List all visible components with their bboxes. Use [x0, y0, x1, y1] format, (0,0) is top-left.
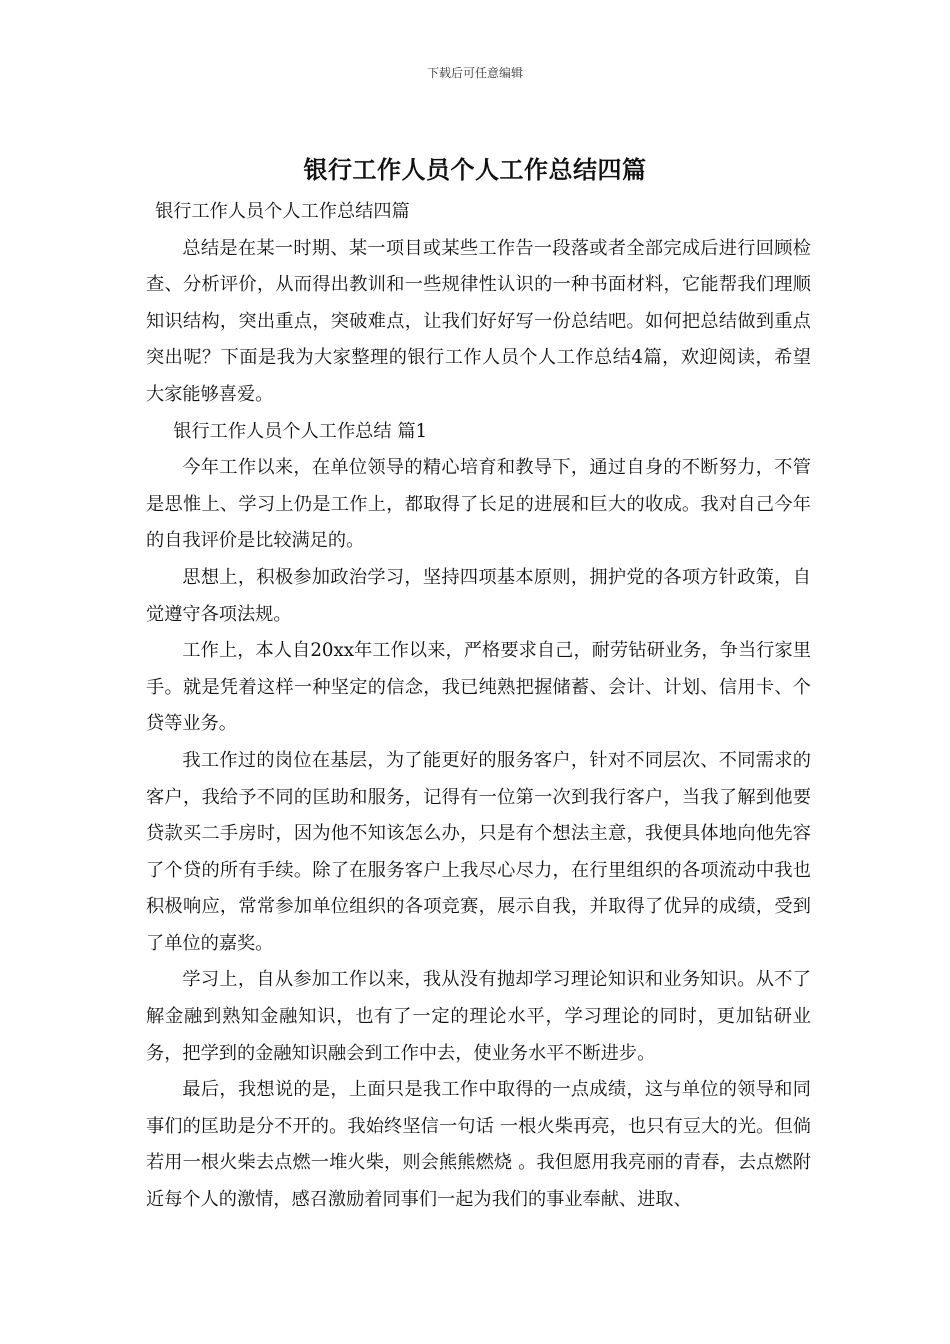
body-paragraph: 今年工作以来，在单位领导的精心培育和教导下，通过自身的不断努力，不管是思惟上、学习上仍是工作上，都取得了长足的进展和巨大的收成。我对自己今年的自我评价是比较满足的。 [146, 457, 811, 552]
intro-paragraph: 总结是在某一时期、某一项目或某些工作告一段落或者全部完成后进行回顾检查、分析评价，从而得出教训和一些规律性认识的一种书面材料，它能帮我们理顺知识结构，突出重点，突破难点，让我们好好写一份总结吧。如何把总结做到重点突出呢？下面是我为大家整理的银行工作人员个人工作总结4篇，欢迎阅读，希望大家能够喜爱。 [146, 237, 811, 405]
body-paragraph: 工作上，本人自20xx年工作以来，严格要求自己，耐劳钻研业务，争当行家里手。就是凭着这样一种坚定的信念，我已纯熟把握储蓄、会计、计划、信用卡、个贷等业务。 [146, 640, 811, 735]
document-subtitle: 银行工作人员个人工作总结四篇 [155, 201, 410, 222]
body-paragraph: 最后，我想说的是，上面只是我工作中取得的一点成绩，这与单位的领导和同事们的匡助是分不开的。我始终坚信一句话 一根火柴再亮，也只有豆大的光。但倘若用一根火柴去点燃一堆火柴，则会熊熊燃烧 。我但愿用我亮丽的青春，去点燃附近每个人的激情，感召激励着同事们一起为我们的事业奉献、进取、 [146, 1079, 811, 1211]
body-paragraph: 我工作过的岗位在基层，为了能更好的服务客户，针对不同层次、不同需求的客户，我给予不同的匡助和服务，记得有一位第一次到我行客户，当我了解到他要贷款买二手房时，因为他不知该怎么办，只是有个想法主意，我便具体地向他先容了个贷的所有手续。除了在服务客户上我尽心尽力，在行里组织的各项流动中我也积极响应，常常参加单位组织的各项竞赛，展示自我，并取得了优异的成绩，受到了单位的嘉奖。 [146, 749, 811, 954]
document-body [146, 194, 811, 1219]
body-paragraph: 学习上，自从参加工作以来，我从没有抛却学习理论知识和业务知识。从不了解金融到熟知金融知识，也有了一定的理论水平，学习理论的同时，更加钻研业务，把学到的金融知识融会到工作中去，使业务水平不断进步。 [146, 969, 811, 1064]
body-paragraph: 思想上，积极参加政治学习，坚持四项基本原则，拥护党的各项方针政策，自觉遵守各项法规。 [146, 566, 811, 625]
document-title: 银行工作人员个人工作总结四篇 [303, 155, 647, 184]
header-note: 下载后可任意编辑 [426, 66, 523, 80]
section-heading: 银行工作人员个人工作总结 篇1 [173, 420, 428, 442]
